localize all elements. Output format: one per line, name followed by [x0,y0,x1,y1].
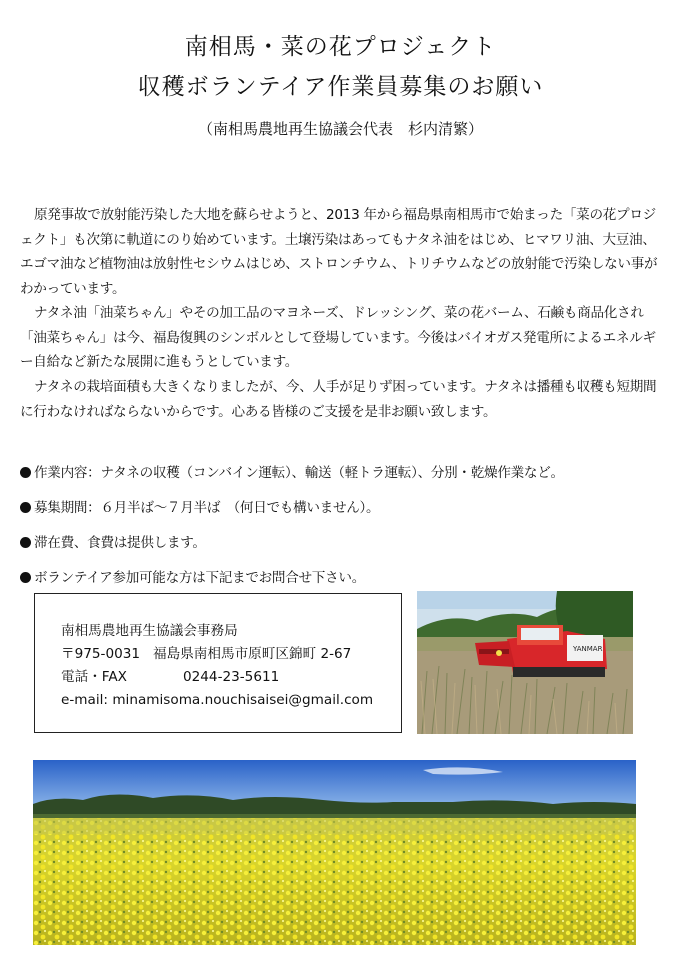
bullet-dot-icon [20,502,31,513]
paragraph-1: 原発事故で放射能汚染した大地を蘇らせようと、2013 年から福島県南相馬市で始まった「菜の花プロジェクト」も次第に軌道にのり始めています。土壌汚染はあってもナタネ油をはじめ、ヒマワリ油、大豆油、エゴマ油など植物油は放射性セシウムはじめ、ストロンチウム、トリチウムなどの放射能で汚染しない事がわかっています。 [20,207,658,297]
bullet-text: ボランテイア参加可能な方は下記までお問合せ下さい。 [34,570,365,586]
email-link[interactable]: minamisoma.nouchisaisei@gmail.com [112,692,374,708]
bullet-text: 募集期間：６月半ば～７月半ば （何日でも構いません）。 [34,500,380,516]
bullet-item-inquiry [20,566,670,586]
contact-address-row [61,643,401,666]
bullet-dot-icon [20,537,31,548]
bullet-text: 作業内容：ナタネの収穫（コンバイン運転）、輸送（軽トラ運転）、分別・乾燥作業など。 [34,465,564,481]
bullet-dot-icon [20,572,31,583]
harvester-photo [417,591,633,734]
author-line: （南相馬農地再生協議会代表 杉内清繁） [197,120,483,138]
harvester-brand-text: YANMAR [573,645,603,653]
phone-label: 電話・FAX [61,669,127,685]
bullet-item-work [20,461,670,481]
phone-number: 0244-23-5611 [182,669,280,685]
bullet-dot-icon [20,467,31,478]
rapeseed-field-photo [33,760,636,945]
bullet-item-period [20,496,670,516]
title-line-2: 収穫ボランテイア作業員募集のお願い [137,74,544,100]
bullet-item-expenses [20,531,670,551]
contact-office: 南相馬農地再生協議会事務局 [61,623,238,639]
paragraph-2: ナタネ油「油菜ちゃん」やその加工品のマヨネーズ、ドレッシング、菜の花バーム、石鹸も商品化され「油菜ちゃん」は今、福島復興のシンボルとして登場しています。今後はバイオガス発電所によるエネルギー自給など新たな展開に進もうとしています。 [20,305,656,370]
address: 福島県南相馬市原町区錦町 2-67 [153,646,352,662]
email-label: e-mail: [61,692,108,708]
contact-box [34,593,402,733]
title-line-1: 南相馬・菜の花プロジェクト [184,34,497,60]
paragraph-3: ナタネの栽培面積も大きくなりましたが、今、人手が足りず困っています。ナタネは播種も収穫も短期間に行わなければならないからです。心ある皆様のご支援を是非お願い致します。 [20,379,657,420]
bullet-text: 滞在費、食費は提供します。 [34,535,206,551]
postal-code: 〒975-0031 [61,646,141,662]
contact-phone-row [61,666,401,689]
contact-email-row [61,689,401,712]
